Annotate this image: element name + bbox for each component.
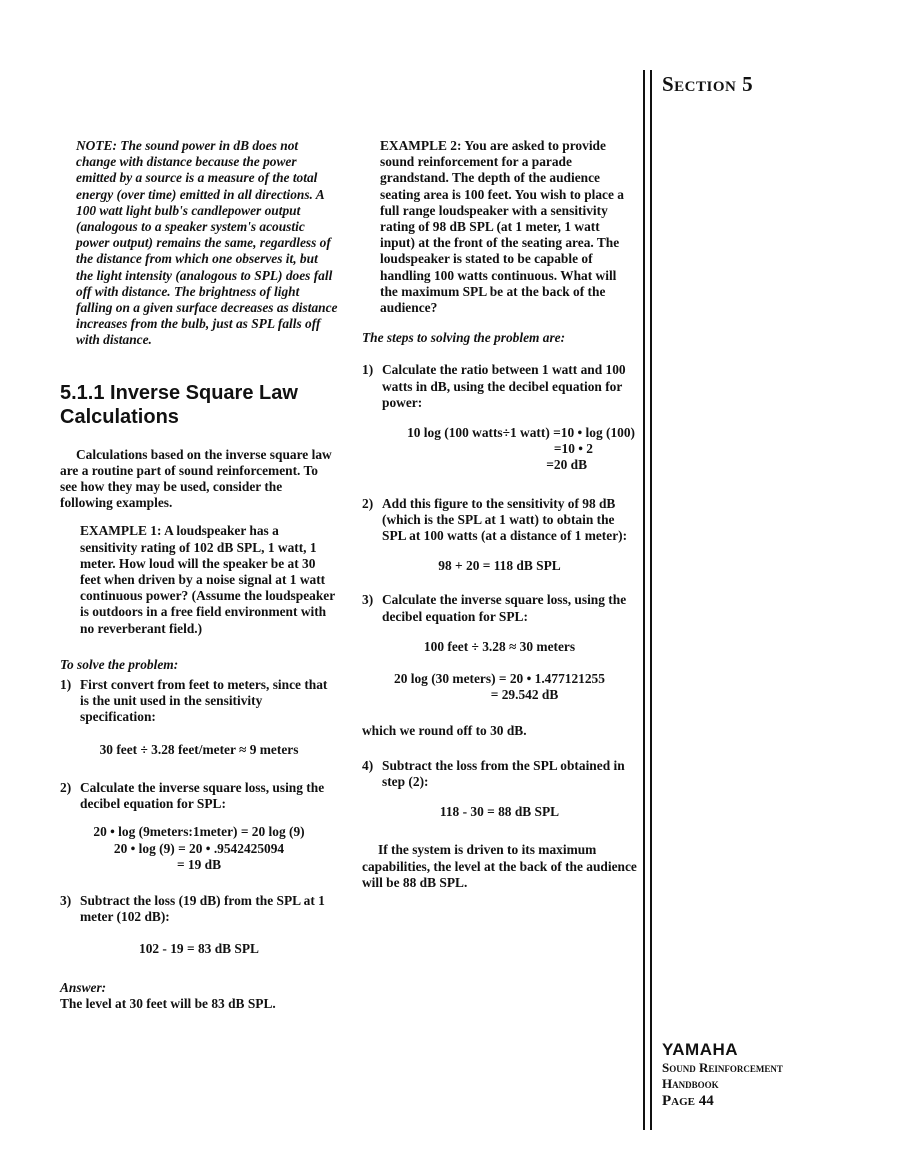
answer-text: The level at 30 feet will be 83 dB SPL. [60, 995, 276, 1011]
step-number: 2) [60, 779, 72, 795]
note-text: The sound power in dB does not change with distance because the power emitted by a source is a measure of the total energy (over time) emitted in all directions. A 100 watt light bulb's candlepower output (analogous to a speaker system's acoustic power output) remains the same, regardless of the distance from which one observes it, but the light intensity (analogous to SPL) does fall off with distance. The brightness of light falling on a given surface decreases as distance increases from the bulb, just as SPL falls off with distance. [76, 138, 338, 348]
example1-step3 [60, 893, 338, 925]
equation-line: 20 log (30 meters) = 20 • 1.477121255 [394, 671, 605, 687]
equation-line: 10 log (100 watts÷1 watt) =10 • log (100) [407, 425, 635, 441]
solve-label: To solve the problem: [60, 656, 179, 672]
answer-label: Answer: [60, 979, 107, 995]
handbook-title-line2: Handbook [662, 1076, 719, 1091]
step-number: 3) [362, 592, 374, 608]
example1-text: A loudspeaker has a sensitivity rating of 102 dB SPL, 1 watt, 1 meter. How loud will the speaker be at 30 feet when driven by a noise signal at 1 watt continuous power? (Assume the loudspeaker is outdoors in a free field environment with no reverberant field.) [80, 523, 335, 636]
example2-paragraph [380, 138, 637, 316]
step-number: 2) [362, 495, 374, 511]
example1-equation3: 102 - 19 = 83 dB SPL [139, 941, 259, 957]
step-text: First convert from feet to meters, since that is the unit used in the sensitivity specification: [80, 677, 328, 725]
step-number: 1) [60, 677, 72, 693]
step-number: 1) [362, 362, 374, 378]
example2-step2 [362, 496, 637, 545]
equation-line: 20 • log (9) = 20 • .9542425094 [113, 840, 285, 856]
example2-step4 [362, 758, 637, 790]
example1-equation2 [60, 824, 338, 873]
example2-equation3a: 100 feet ÷ 3.28 ≈ 30 meters [423, 638, 576, 654]
step-text: Add this figure to the sensitivity of 98 dB (which is the SPL at 1 watt) to obtain the SPL at 100 watts (at a distance of 1 meter): [382, 495, 628, 544]
handbook-title-line1: Sound Reinforcement [662, 1060, 783, 1075]
example2-equation3b [362, 671, 637, 703]
steps-label: The steps to solving the problem are: [362, 330, 566, 346]
example1-step1 [60, 677, 338, 726]
right-column [362, 138, 637, 903]
example1-equation1: 30 feet ÷ 3.28 feet/meter ≈ 9 meters [99, 741, 299, 757]
example1-paragraph [80, 523, 338, 636]
note-paragraph [76, 138, 338, 349]
step-text: Calculate the ratio between 1 watt and 100 watts in dB, using the decibel equation for power: [382, 362, 626, 410]
example1-step2 [60, 780, 338, 812]
equation-line: =10 • 2 [553, 441, 593, 457]
step-number: 4) [362, 757, 374, 773]
equation-line: = 29.542 dB [490, 687, 559, 703]
vertical-rule-right [650, 70, 652, 1130]
conclusion-paragraph: If the system is driven to its maximum capabilities, the level at the back of the audience will be 88 dB SPL. [362, 842, 637, 890]
footer-block [662, 1040, 783, 1111]
step-number: 3) [60, 892, 72, 908]
example2-equation4: 118 - 30 = 88 dB SPL [439, 804, 560, 820]
step-text: Calculate the inverse square loss, using the decibel equation for SPL: [382, 592, 627, 624]
example2-text: You are asked to provide sound reinforcement for a parade grandstand. The depth of the audience seating area is 100 feet. You wish to place a full range loudspeaker with a sensitivity rating of 98 dB SPL (at 1 meter, 1 watt input) at the front of the seating area. The loudspeaker is stated to be capable of handling 100 watts continuous. What will the maximum SPL be at the back of the audience? [380, 138, 624, 316]
step-text: Subtract the loss (19 dB) from the SPL at 1 meter (102 dB): [80, 892, 325, 925]
example2-step3 [362, 592, 637, 624]
example2-label: EXAMPLE 2: [380, 138, 462, 153]
intro-paragraph: Calculations based on the inverse square law are a routine part of sound reinforcement. To see how they may be used, consider the following examples. [60, 446, 332, 511]
page-number: Page 44 [662, 1093, 714, 1109]
example1-label: EXAMPLE 1: [80, 523, 162, 539]
equation-line: 20 • log (9meters:1meter) = 20 log (9) [93, 824, 305, 840]
note-label: NOTE: [76, 138, 117, 153]
brand-name: YAMAHA [662, 1040, 739, 1059]
equation-line: = 19 dB [176, 856, 222, 872]
equation-line: =20 dB [546, 457, 587, 473]
round-note: which we round off to 30 dB. [362, 723, 527, 739]
vertical-rule-left [643, 70, 645, 1130]
example2-equation2: 98 + 20 = 118 dB SPL [438, 558, 561, 574]
step-text: Subtract the loss from the SPL obtained in step (2): [382, 757, 625, 789]
example2-equation1 [362, 425, 637, 474]
left-column [60, 138, 338, 1024]
section-heading: 5.1.1 Inverse Square Law Calculations [60, 381, 298, 428]
section-header: Section 5 [662, 72, 754, 96]
example2-step1 [362, 362, 637, 411]
step-text: Calculate the inverse square loss, using the decibel equation for SPL: [80, 779, 325, 812]
